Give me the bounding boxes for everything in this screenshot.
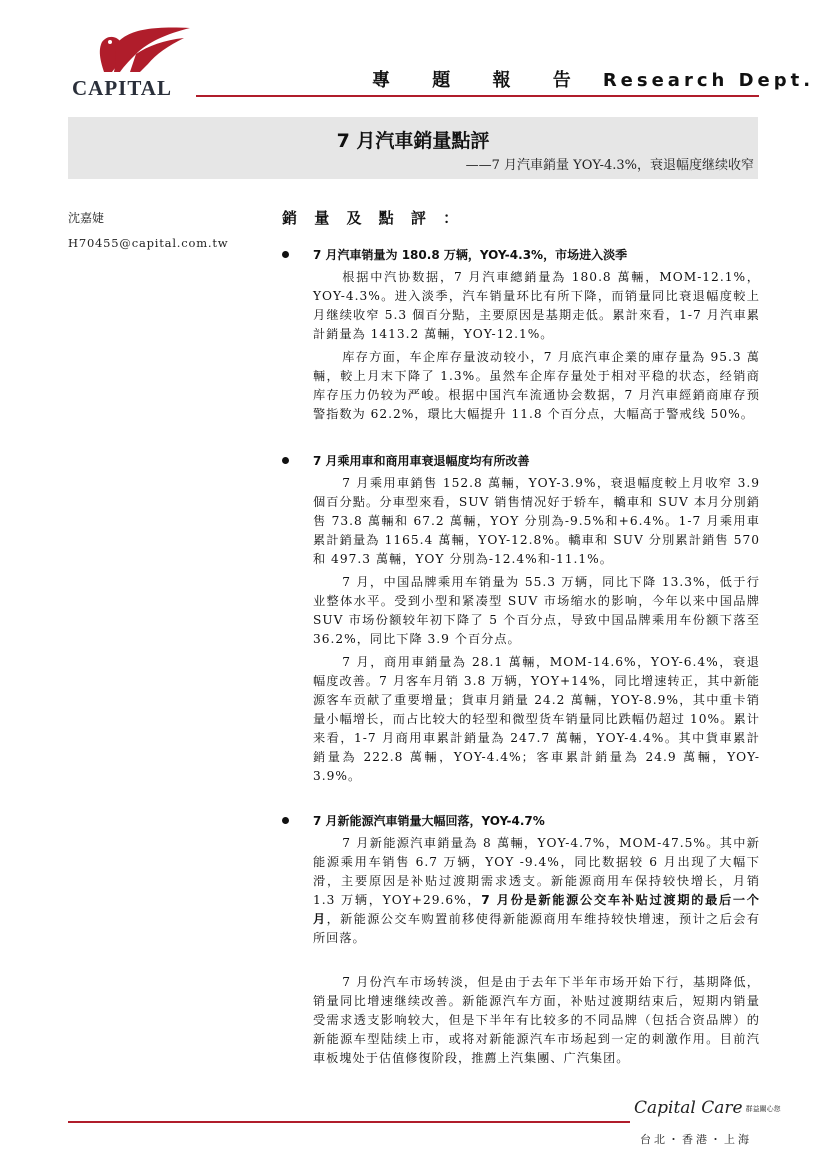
bullet-section-new-energy bbox=[282, 812, 760, 948]
author-email: H70455@capital.com.tw bbox=[68, 236, 229, 250]
paragraph: 7 月乘用車銷售 152.8 萬輛，YOY-3.9%，衰退幅度較上月收窄 3.9 個百分點。分車型來看，SUV 销售情况好于轿车，轎車和 SUV 本月分別銷售 73.8 萬輛和 67.2 萬輛，YOY 分別為-9.5%和+6.4%。1-7 月乘用車累計銷量為 1165.4 萬輛，YOY-12.8%。轎車和 SUV 分別累計銷售 570 和 497.3 萬輛，YOY 分別為-12.4%和-11.1%。 bbox=[313, 476, 760, 566]
para-bold-text: 7 月份是新能源公交车补贴过渡期的最后一个月 bbox=[313, 893, 760, 926]
para-text: ，新能源公交车购置前移使得新能源商用车维持较快增速，预计之后会有所回落。 bbox=[313, 912, 761, 945]
footer-cities: 台北・香港・上海 bbox=[640, 1133, 752, 1146]
title-box bbox=[68, 117, 758, 179]
page-subtitle: ——7 月汽車銷量 YOY-4.3%，衰退幅度继续收窄 bbox=[465, 158, 754, 173]
paragraph: 库存方面，车企库存量波动较小，7 月底汽車企業的庫存量為 95.3 萬輛，較上月末下降了 1.3%。虽然车企库存量处于相对平稳的状态，经销商库存压力仍较为严峻。根据中国汽车流通协会数据，7 月汽車經銷商庫存预警指数为 62.2%，環比大幅提升 11.8 个百分点，大幅高于警戒线 50%。 bbox=[313, 350, 760, 421]
paragraph: 7 月，中国品牌乘用车销量为 55.3 万辆，同比下降 13.3%，低于行业整体水平。受到小型和紧凑型 SUV 市场缩水的影响，今年以来中国品牌 SUV 市场份额较年初下降了 5 个百分点，导致中国品牌乘用车份额下落至 36.2%，同比下降 3.9 个百分点。 bbox=[313, 575, 760, 646]
bullet-heading bbox=[282, 452, 760, 470]
bullet-dot-icon bbox=[282, 817, 289, 824]
bullet-dot-icon bbox=[282, 457, 289, 464]
footer-brand-tag: 群益關心您 bbox=[745, 1105, 781, 1113]
eagle-logo-icon bbox=[86, 24, 190, 74]
conclusion-paragraph: 7 月份汽车市场转淡，但是由于去年下半年市场开始下行，基期降低，销量同比增速继续改善。新能源汽车方面，补贴过渡期结束后，短期内销量受需求透支影响较大，但是下半年有比较多的不同品牌（包括合资品牌）的新能源车型陆续上市，或将对新能源汽车市场起到一定的刺激作用。目前汽車板塊处于估值修復阶段，推薦上汽集團、广汽集团。 bbox=[313, 975, 760, 1065]
report-type: 專 題 報 告 bbox=[372, 70, 589, 91]
author-name: 沈嘉婕 bbox=[68, 211, 105, 225]
footer-brand-text: Capital Care bbox=[634, 1098, 743, 1118]
para-text: 7 月新能源汽車銷量為 8 萬輛，YOY-4.7%，MOM-47.5%。其中新能源乘用车销售 6.7 万辆，YOY -9.4%，同比数据较 6 月出现了大幅下滑，主要原因是补贴过渡期需求透支。新能源商用车保持较快增长，月销 1.3 万辆，YOY+29.6%， bbox=[313, 836, 760, 907]
paragraph: 7 月，商用車銷量為 28.1 萬輛，MOM-14.6%，YOY-6.4%，衰退幅度改善。7 月客车月销 3.8 万辆，YOY+14%，同比增速转正，其中新能源客车贡献了重要增量；貨車月銷量 24.2 萬輛，YOY-8.9%，其中重卡销量小幅增长，而占比较大的轻型和微型货车销量同比跌幅仍超过 10%。累计来看，1-7 月商用車累計銷量為 247.7 萬輛，YOY-4.4%。其中貨車累計銷量為 222.8 萬輛，YOY-4.4%；客車累計銷量為 24.9 萬輛，YOY-3.9%。 bbox=[313, 655, 760, 783]
bullet-heading-text: 7 月新能源汽車销量大幅回落，YOY-4.7% bbox=[313, 814, 545, 828]
header-rule bbox=[196, 95, 759, 97]
footer-rule bbox=[68, 1121, 630, 1123]
logo-text: CAPITAL bbox=[72, 76, 172, 100]
paragraph: 根据中汽协数据，7 月汽車總銷量為 180.8 萬輛，MOM-12.1%，YOY-4.3%。进入淡季，汽车销量环比有所下降，而销量同比衰退幅度較上月继续收窄 5.3 個百分點，主要原因是基期走低。累計來看，1-7 月汽車累計銷量為 1413.2 萬輛，YOY-12.1%。 bbox=[313, 270, 760, 341]
paragraph bbox=[313, 834, 760, 948]
section-heading: 銷 量 及 點 評 ： bbox=[282, 209, 465, 227]
research-dept: Research Dept. bbox=[602, 70, 815, 91]
company-logo bbox=[72, 24, 196, 100]
bullet-heading bbox=[282, 812, 760, 830]
bullet-section-passenger-commercial bbox=[282, 452, 760, 786]
bullet-heading-text: 7 月乘用車和商用車衰退幅度均有所改善 bbox=[313, 454, 530, 468]
footer-brand bbox=[634, 1098, 781, 1118]
bullet-dot-icon bbox=[282, 251, 289, 258]
page-title: 7 月汽車銷量點評 bbox=[336, 130, 490, 152]
report-content bbox=[282, 246, 760, 1072]
bullet-section-overall bbox=[282, 246, 760, 424]
header-title bbox=[372, 66, 814, 92]
bullet-heading-text: 7 月汽車销量为 180.8 万辆，YOY-4.3%，市场进入淡季 bbox=[313, 248, 628, 262]
bullet-heading bbox=[282, 246, 760, 264]
